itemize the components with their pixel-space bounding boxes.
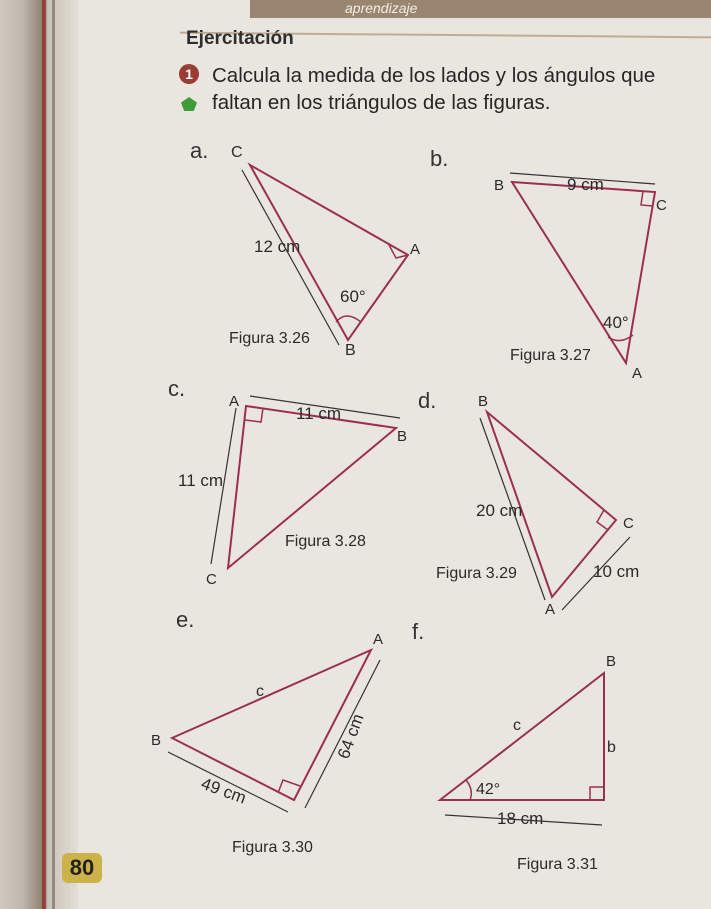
fig-b-caption: Figura 3.27 (510, 347, 591, 364)
exercise-number-badge: 1 (179, 64, 199, 84)
fig-c-side-left: 11 cm (178, 471, 224, 490)
fig-c-caption: Figura 3.28 (285, 533, 366, 550)
fig-e-side-c: c (256, 683, 264, 700)
fig-b-vertex-b: B (494, 177, 505, 194)
fig-d-side-long: 20 cm (476, 501, 523, 520)
fig-c-vertex-c: C (206, 571, 217, 588)
fig-a-angle: 60° (340, 287, 366, 306)
fig-d-vertex-a: A (545, 601, 556, 618)
right-angle-mark (278, 780, 300, 793)
fig-d-side-short: 10 cm (593, 562, 640, 581)
fig-b-side: 9 cm (567, 175, 604, 194)
label-b: b. (430, 146, 449, 171)
triangle-f (440, 673, 604, 800)
fig-b-vertex-c: C (656, 197, 667, 214)
label-e: e. (176, 607, 195, 632)
fig-c-side-top: 11 cm (296, 404, 342, 423)
fig-c-vertex-a: A (229, 393, 240, 410)
section-title: Ejercitación (186, 28, 294, 49)
fig-d-vertex-c: C (623, 515, 634, 532)
fig-e-side-49: 49 cm (198, 773, 249, 808)
fig-f-side-18: 18 cm (497, 809, 544, 828)
fig-d-vertex-b: B (478, 393, 489, 410)
fig-f-angle: 42° (476, 781, 501, 798)
triangle-e (172, 650, 371, 800)
fig-e-caption: Figura 3.30 (232, 839, 313, 856)
fig-b-angle: 40° (603, 313, 629, 332)
right-angle-mark (590, 787, 604, 800)
label-d: d. (418, 388, 437, 413)
triangle-b (512, 182, 655, 363)
fig-f-vertex-b: B (606, 653, 617, 670)
exercise-instruction: Calcula la medida de los lados y los ángulos que faltan en los triángulos de las figuras. (212, 64, 656, 114)
fig-c-vertex-b: B (397, 428, 408, 445)
fig-f-caption: Figura 3.31 (517, 856, 598, 873)
fig-d-caption: Figura 3.29 (436, 565, 517, 582)
label-f: f. (412, 619, 425, 644)
fig-a-vertex-b: B (345, 342, 356, 359)
fig-f-side-c: c (513, 717, 521, 734)
fig-a-vertex-a: A (410, 241, 421, 258)
fig-a-caption: Figura 3.26 (229, 330, 310, 347)
fig-a-side: 12 cm (254, 237, 301, 256)
fig-a-vertex-c: C (231, 144, 243, 161)
fig-e-vertex-b: B (151, 732, 162, 749)
fig-e-vertex-a: A (373, 631, 384, 648)
fig-e-side-64: 64 cm (333, 711, 368, 762)
label-a: a. (190, 138, 209, 163)
right-angle-mark (245, 408, 263, 422)
fig-b-vertex-a: A (632, 365, 643, 382)
angle-arc (336, 316, 361, 322)
fig-f-side-b: b (607, 739, 616, 756)
dimension-line-a (242, 170, 339, 345)
label-c: c. (168, 376, 186, 401)
right-angle-mark (641, 191, 653, 206)
page-number: 80 (62, 853, 102, 883)
top-band-text: aprendizaje (345, 0, 418, 16)
angle-arc (466, 780, 471, 800)
